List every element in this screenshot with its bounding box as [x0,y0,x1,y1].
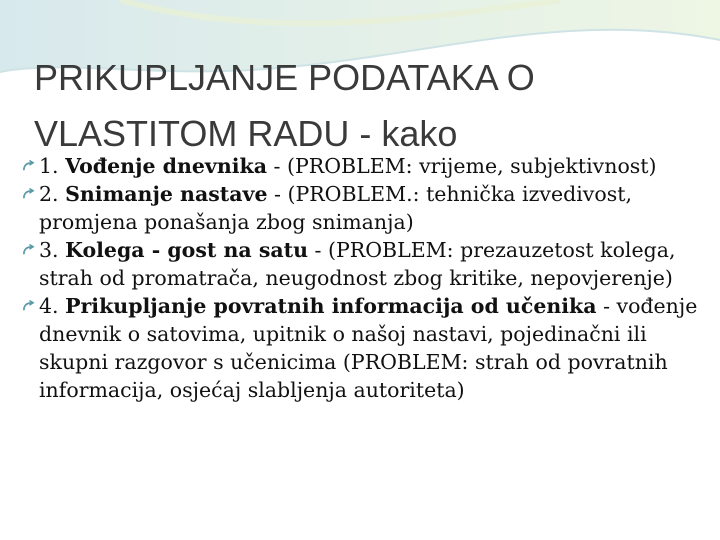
curved-arrow-bullet-icon [22,244,35,257]
item-heading: Prikupljanje povratnih informacija od učenika [65,294,597,318]
item-heading: Snimanje nastave [65,182,268,206]
title-line-1: PRIKUPLJANJE PODATAKA O [34,57,535,98]
list-item [22,180,702,236]
title-line-2: VLASTITOM RADU - kako [34,113,458,154]
list-item [22,292,702,404]
item-number: 1. [39,154,66,178]
item-heading: Kolega - gost na satu [65,238,309,262]
curved-arrow-bullet-icon [22,300,35,313]
item-text: - (PROBLEM: vrijeme, subjektivnost) [267,154,657,178]
list-item [22,236,702,292]
item-text: - (PROBLEM: prezauzetost kolega, strah od promatrača, neugodnost zbog kritike, nepovjerenje) [39,238,676,290]
slide-title [34,50,694,162]
item-text: - (PROBLEM.: tehnička izvedivost, promjena ponašanja zbog snimanja) [39,182,632,234]
item-number: 3. [39,238,66,262]
item-number: 4. [39,294,66,318]
item-text: - vođenje dnevnik o satovima, upitnik o našoj nastavi, pojedinačni ili skupni razgovor s učenicima (PROBLEM: strah od povratnih informacija, osjećaj slabljenja autoriteta) [39,294,698,402]
item-heading: Vođenje dnevnika [65,154,268,178]
list-item [22,152,702,180]
bullet-list [22,152,702,404]
curved-arrow-bullet-icon [22,160,35,173]
curved-arrow-bullet-icon [22,188,35,201]
item-number: 2. [39,182,66,206]
